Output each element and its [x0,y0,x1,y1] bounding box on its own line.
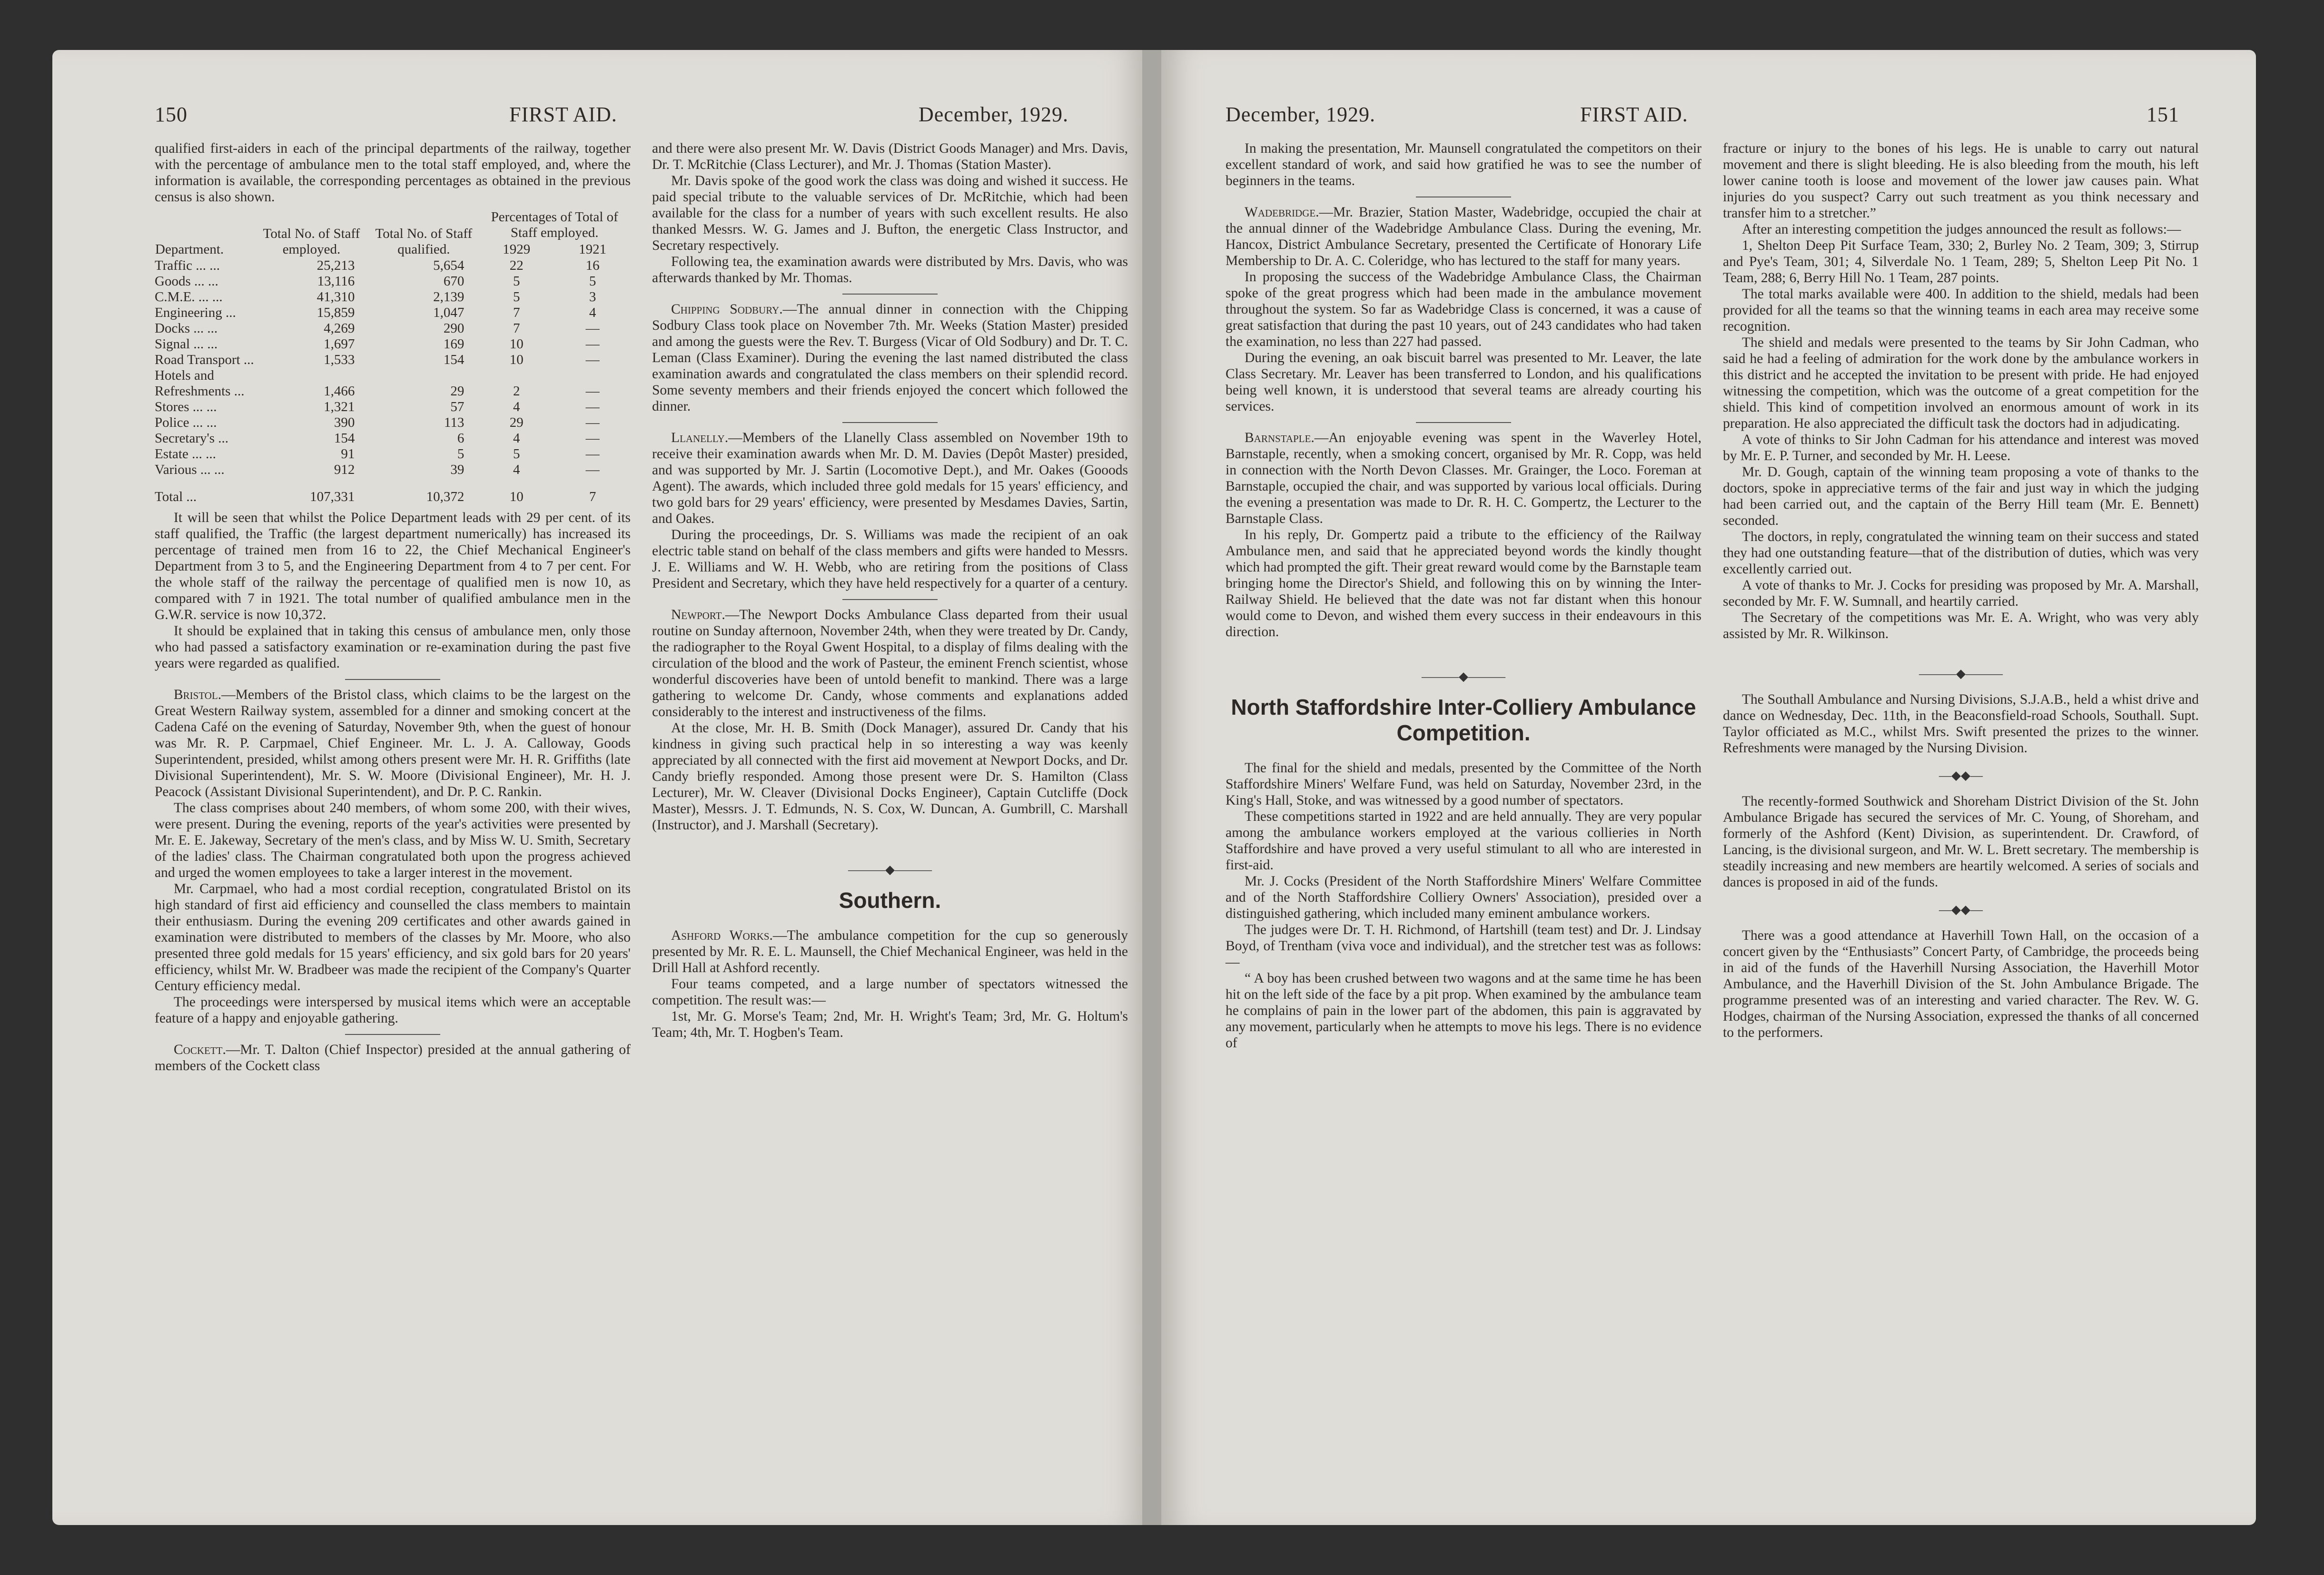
department-cell: Secretary's ... [155,431,228,446]
table-row [155,321,631,336]
cadman-paragraph: The shield and medals were presented to the teams by Sir John Cadman, who said he had a feeling of admiration for the work done by the ambulance workers in this district and he accepted the invitation to be present with pride. He had enjoyed witnessing the competition, which was the outcome of a great competition for the shield. This kind of competition involved an enormous amount of work in its preparation. He also appreciated the difficult task the doctors had in adjudicating. [1723,335,2199,431]
analysis-paragraph: It will be seen that whilst the Police Department leads with 29 per cent. of its staff qualified, the Traffic (the largest department numerically) has increased its percentage of trained men from 16 to 22, the Chief Mechanical Engineer's Department from 3 to 5, and the Engineering Department from 4 to 7 per cent. For the whole staff of the railway the percentage of qualified men is now 10, as compared with 7 in 1921. The total number of qualified ambulance men in the G.W.R. service is now 10,372. [155,510,631,622]
pct-1921-cell: — [585,321,600,336]
separator-rule [842,294,938,295]
ornament-small: —◆◆— [1939,903,1983,916]
pct-1929-cell: 5 [513,289,520,305]
pct-1929-cell: 10 [509,352,524,367]
wadebridge-paragraph-3: During the evening, an oak biscuit barrel was presented to Mr. Leaver, the late Class Secretary. Mr. Leaver has been transferred to London, and his qualifications being well known, it is understood that several teams are already courting his services. [1226,350,1701,414]
page-number: 151 [2146,103,2179,126]
staff-cell: 912 [334,462,355,477]
department-cell: Estate ... ... [155,446,216,462]
department-cell: C.M.E. ... ... [155,289,223,305]
table-row [155,336,631,352]
right-column-2 [1723,140,2199,1041]
right-page [1161,50,2256,1525]
pct-1929-cell: 4 [513,462,520,477]
col-header-department: Department. [155,242,224,257]
qualified-cell: 169 [443,336,465,352]
pct-1921-cell: 5 [589,274,596,289]
department-cell: Docks ... ... [155,321,218,336]
table-row [155,305,631,321]
bristol-label: Bristol. [174,687,222,702]
table-row [155,446,631,462]
wadebridge-label: Wadebridge. [1245,205,1319,220]
secretary-paragraph: The Secretary of the competitions was Mr. E. A. Wright, who was very ably assisted by Mr. R. Wilkinson. [1723,610,2199,641]
qualified-cell: 290 [443,321,465,336]
table-row [155,258,631,274]
census-note-paragraph: It should be explained that in taking this census of ambulance men, only those who had passed a satisfactory examination or re-examination during the past five years were regarded as qualified. [155,623,631,671]
bristol-paragraph-3: Mr. Carpmael, who had a most cordial reception, congratulated Bristol on its high standard of first aid efficiency and counselled the class members to maintain their enthusiasm. During the evening 209 certificates and other awards gained in examination were distributed to members of the classes by Mr. Moore, who also presented three gold medals for 15 years' efficiency, and six gold bars for 20 years' efficiency, whilst Mr. W. Bradbeer was made the recipient of the Company's Quarter Century efficiency medal. [155,881,631,994]
col-header-year-1921: 1921 [579,242,607,257]
running-date: December, 1929. [919,103,1069,126]
southall-paragraph: The Southall Ambulance and Nursing Divisions, S.J.A.B., held a whist drive and dance on Wednesday, Dec. 11th, in the Beaconsfield-road Schools, Southall. Supt. Taylor officiated as M.C., whilst Mrs. Swift presented the prizes to the winner. Refreshments were managed by the Nursing Division. [1723,692,2199,756]
table-row [155,289,631,305]
staff-cell: 154 [334,431,355,446]
wadebridge-paragraph [1226,204,1701,269]
gough-paragraph: Mr. D. Gough, captain of the winning team proposing a vote of thanks to the doctors, spoke in appreciative terms of the fair and just way in which the judging had been carried out, and the captain of the Berry Hill team (Mr. E. Bennett) seconded. [1723,464,2199,528]
marks-paragraph: The total marks available were 400. In addition to the shield, medals had been provided for all the teams so that the winning teams in each area may receive some recognition. [1723,286,2199,334]
pct-1921-cell: — [585,431,600,446]
table-row [155,368,631,384]
staff-cell: 1,533 [324,352,355,367]
newport-text: —The Newport Docks Ambulance Class departed from their usual routine on Sunday afternoon, November 24th, when they were treated by Dr. Candy, the radiographer to the Royal Gwent Hospital, to a display of films dealing with the circulation of the blood and the work of Pasteur, the eminent French scientist, whose wonderful discoveries have been of untold benefit to mankind. There was a large gathering to welcome Dr. Candy, whose comments and explanations added considerably to the interest and instructiveness of the films. [652,607,1128,719]
table-row [155,352,631,368]
cockett-text: —Mr. T. Dalton (Chief Inspector) presided at the annual gathering of members of the Cockett class [155,1042,631,1073]
staff-cell: 107,331 [310,489,355,504]
separator-rule [345,1034,440,1035]
department-cell: Hotels and [155,368,214,383]
left-column-2 [652,140,1128,1041]
pct-1921-cell: — [585,415,600,430]
qualified-cell: 2,139 [433,289,465,305]
ornament-divider: ———◆——— [1919,667,2003,680]
qualified-cell: 154 [443,352,465,367]
cockett-label: Cockett. [174,1042,226,1057]
north-staffordshire-heading: North Staffordshire Inter-Colliery Ambulance Competition. [1231,695,1696,745]
llanelly-paragraph [652,430,1128,527]
table-row [155,384,631,399]
llanelly-paragraph-2: During the proceedings, Dr. S. Williams was made the recipient of an oak electric table stand on behalf of the class members and gifts were handed to Messrs. J. E. Williams and W. H. Webb, who are retiring from the positions of Class President and Secretary, which they have held respectively for a quarter of a century. [652,527,1128,591]
staff-cell: 91 [341,446,355,462]
ashford-paragraph-2: Four teams competed, and a large number of spectators witnessed the competition. The result was:— [652,976,1128,1008]
staff-cell [254,368,369,384]
pct-1929-cell: 7 [513,321,520,336]
bristol-paragraph [155,687,631,800]
barnstaple-paragraph [1226,430,1701,527]
running-title: FIRST AID. [1580,103,1688,126]
department-cell: Stores ... ... [155,399,217,414]
pct-1929-cell: 10 [509,489,524,504]
qualified-cell [369,368,478,384]
ashford-label: Ashford Works. [671,928,773,943]
separator-rule [842,422,938,423]
ornament-small: —◆◆— [1939,768,1983,782]
ornament-divider: ———◆——— [848,863,932,876]
pct-1929-cell: 4 [513,431,520,446]
pct-1929-cell [478,368,554,384]
haverhill-paragraph: There was a good attendance at Haverhill Town Hall, on the occasion of a concert given by the “Enthusiasts” Concert Party, of Cambridge, the proceeds being in aid of the funds of the Haverhill Nursing Association, the Haverhill Motor Ambulance, and the Haverhill Division of the St. John Ambulance Brigade. The programme presented was of an interesting and varied character. The Rev. W. G. Hodges, chairman of the Nursing Association, expressed the thanks of all concerned to the performers. [1723,928,2199,1040]
bristol-text: —Members of the Bristol class, which claims to be the largest on the Great Western Railway system, assembled for a dinner and smoking concert at the Cadena Café on the evening of Saturday, November 9th, when the guest of honour was Mr. R. P. Carpmael, Chief Engineer. Mr. L. J. A. Calloway, Goods Superintendent, presided, whilst among others present were Mr. H. R. Griffiths (late Divisional Superintendent), Mr. S. W. Moore (Divisional Engineer), Mr. H. J. Peacock (Assistant Divisional Superintendent), and Dr. P. C. Rankin. [155,687,631,799]
table-row [155,462,631,478]
barnstaple-paragraph-2: In his reply, Dr. Gompertz paid a tribute to the efficiency of the Railway Ambulance men, and said that he appreciated beyond words the kindly thought which had prompted the gift. Their great reward would come by the Barnstaple team bringing home the Director's Shield, and following this on by winning the Inter-Railway Shield. He believed that the date was not far distant when this honour would come to Devon, and wished them every success in their endeavours in this direction. [1226,527,1701,640]
llanelly-label: Llanelly. [671,430,729,445]
col-header-total-staff: Total No. of Staff employed. [263,226,360,257]
separator-rule [345,679,440,680]
barnstaple-text: —An enjoyable evening was spent in the Waverley Hotel, Barnstaple, recently, when a smoking concert, organised by Mr. R. Copp, was held in connection with the North Devon Classes. Mr. Grainger, the Loco. Foreman at Barnstaple, occupied the chair, and was supported by various local officials. During the evening a presentation was made to Dr. R. H. C. Gompertz, the Lecturer to the Barnstaple Class. [1226,430,1701,526]
pct-1929-cell: 29 [509,415,524,430]
vote-thanks-paragraph: A vote of thinks to Sir John Cadman for his attendance and interest was moved by Mr. E. P. Turner, and seconded by Mr. H. Leese. [1723,432,2199,463]
results-list: 1, Shelton Deep Pit Surface Team, 330; 2, Burley No. 2 Team, 309; 3, Stirrup and Pye's Team, 301; 4, Silverdale No. 1 Team, 289; 5, Shelton Leep Pit No. 1 Team, 288; 6, Berry Hill No. 1 Team, 287 points. [1723,238,2199,285]
qualified-cell: 29 [450,384,465,399]
department-cell: Various ... ... [155,462,225,477]
staff-cell: 25,213 [316,258,355,273]
col-header-percentages: Percentages of Total of Staff employed. [491,209,618,240]
qualified-cell: 1,047 [433,305,465,320]
census-table [155,209,631,505]
table-row [155,274,631,289]
running-title: FIRST AID. [509,103,617,126]
col-header-total-qualified: Total No. of Staff qualified. [375,226,473,257]
col-header-year-1929: 1929 [503,242,531,257]
staff-cell: 1,697 [324,336,355,352]
test-quote-continued: fracture or injury to the bones of his legs. He is unable to carry out natural movement and there is slight bleeding. He is also bleeding from the mouth, his left lower canine tooth is loose and movement of the lower jaw causes pain. What injuries do you suspect? Carry out such treatment as you think necessary and transfer him to a stretcher.” [1723,141,2199,221]
department-cell: Refreshments ... [155,384,245,399]
pct-1921-cell: — [585,352,600,367]
bristol-paragraph-4: The proceedings were interspersed by musical items which were an acceptable feature of a happy and enjoyable gathering. [155,994,631,1026]
staff-cell: 15,859 [316,305,355,320]
wadebridge-paragraph-2: In proposing the success of the Wadebridge Ambulance Class, the Chairman spoke of the great progress which had been made in the ambulance movement throughout the system. So far as Wadebridge Class is concerned, it was a cause of great satisfaction that during the past 10 years, out of 243 candidates who had taken the examination, no less than 227 had passed. [1226,269,1701,349]
north-staffs-paragraph-3: Mr. J. Cocks (President of the North Staffordshire Miners' Welfare Committee and of the North Staffordshire Colliery Owners' Association), presided over a distinguished gathering, which included many eminent ambulance workers. [1226,874,1701,921]
staff-cell: 1,321 [324,399,355,414]
pct-1929-cell: 2 [513,384,520,399]
newport-paragraph-2: At the close, Mr. H. B. Smith (Dock Manager), assured Dr. Candy that his kindness in giving such practical help in so interesting a way was keenly appreciated by all connected with the first aid movement at Newport Docks, and Dr. Candy briefly responded. Among those present were Dr. S. Hamilton (Class Lecturer), Mr. W. Cleaver (Divisional Docks Engineer), Captain Cutcliffe (Dock Master), Messrs. J. T. Edmunds, N. S. Cox, W. Duncan, A. Gumbrill, C. Marshall (Instructor), and J. Marshall (Secretary). [652,720,1128,833]
north-staffs-test-quote: “ A boy has been crushed between two wagons and at the same time he has been hit on the left side of the face by a pit prop. When examined by the ambulance team he complains of pain in the lower part of the abdomen, this pain is aggravated by any movement, particularly when he attempts to move his legs. There is no evidence of [1226,971,1701,1051]
pct-1921-cell: — [585,384,600,399]
chipping-sodbury-text: —The annual dinner in connection with the Chipping Sodbury Class took place on November 7th. Mr. Weeks (Station Master) presided and among the guests were the Rev. T. Burgess (Vicar of Old Sodbury) and Dr. T. C. Leman (Class Examiner). During the evening the last named distributed the class examination awards and congratulated the class members on their splendid record. Some seventy members and their friends enjoyed the concert which followed the dinner. [652,302,1128,414]
pct-1921-cell [554,368,631,384]
qualified-cell: 5 [457,446,465,462]
davis-paragraph: Mr. Davis spoke of the good work the class was doing and wished it success. He paid special tribute to the valuable services of Dr. McRitchie, which had been available for the class for a number of years with such excellent results. He also thanked Messrs. W. G. James and J. Bufton, the energetic Class Instructor, and Secretary respectively. [652,173,1128,253]
pct-1929-cell: 7 [513,305,520,320]
separator-rule [1416,422,1511,423]
chipping-sodbury-label: Chipping Sodbury. [671,302,783,317]
qualified-cell: 6 [457,431,465,446]
cockett-paragraph [155,1042,631,1074]
department-cell: Engineering ... [155,305,236,320]
pct-1921-cell: — [585,336,600,352]
ornament-divider: ———◆——— [1422,669,1505,683]
chipping-sodbury-paragraph [652,301,1128,414]
table-row [155,431,631,446]
qualified-cell: 39 [450,462,465,477]
left-page [52,50,1147,1525]
staff-cell: 390 [334,415,355,430]
table-row [155,415,631,431]
census-table-body [155,258,631,505]
llanelly-text: —Members of the Llanelly Class assembled on November 19th to receive their examination awards when Mr. D. M. Davies (Depôt Master) presided, and was supported by Mr. J. Sartin (Locomotive Dept.), and Mr. Oakes (Gooods Agent). The awards, which included three gold medals for 15 years' efficiency, and two gold bars for 29 years' efficiency, were presented by Mesdames Davies, Sartin, and Oakes. [652,430,1128,526]
table-row [155,399,631,415]
pct-1921-cell: — [585,399,600,414]
awards-paragraph: Following tea, the examination awards were distributed by Mrs. Davis, who was afterwards thanked by Mr. Thomas. [652,254,1128,285]
pct-1929-cell: 22 [509,258,524,273]
pct-1929-cell: 5 [513,446,520,462]
results-intro: After an interesting competition the judges announced the result as follows:— [1742,222,2181,237]
ashford-results: 1st, Mr. G. Morse's Team; 2nd, Mr. H. Wright's Team; 3rd, Mr. G. Holtum's Team; 4th, Mr. T. Hogben's Team. [652,1009,1128,1040]
qualified-cell: 670 [443,274,465,289]
qualified-cell: 57 [450,399,465,414]
barnstaple-label: Barnstaple. [1245,430,1315,445]
pct-1921-cell: 3 [589,289,596,305]
right-column-1 [1226,140,1701,1051]
staff-cell: 4,269 [324,321,355,336]
north-staffs-paragraph-2: These competitions started in 1922 and are held annually. They are very popular among the ambulance workers employed at the various collieries in North Staffordshire and have proved a very useful stimulant to all who are interested in first-aid. [1226,809,1701,873]
page-number: 150 [155,103,188,126]
left-column-1 [155,140,631,1074]
pct-1921-cell: 7 [589,489,596,504]
magazine-spread [52,50,2270,1530]
department-cell: Goods ... ... [155,274,218,289]
pct-1921-cell: 16 [585,258,600,273]
pct-1929-cell: 4 [513,399,520,414]
wadebridge-text: —Mr. Brazier, Station Master, Wadebridge, occupied the chair at the annual dinner of the Wadebridge Ambulance Class. During the evening, Mr. Hancox, District Ambulance Secretary, presented the Certificate of Honorary Life Membership to Dr. A. C. Coleridge, who has lectured to the staff for many years. [1226,205,1701,268]
staff-cell: 1,466 [324,384,355,399]
running-date: December, 1929. [1226,103,1376,126]
north-staffs-paragraph-4: The judges were Dr. T. H. Richmond, of Hartshill (team test) and Dr. J. Lindsay Boyd, of Trentham (viva voce and individual), and the stretcher test was as follows:— [1226,922,1701,970]
staff-cell: 41,310 [316,289,355,305]
pct-1921-cell: — [585,446,600,462]
department-cell: Road Transport ... [155,352,254,367]
ashford-text: —The ambulance competition for the cup so generously presented by Mr. R. E. L. Maunsell, the Chief Mechanical Engineer, was held in the Drill Hall at Ashford recently. [652,928,1128,975]
southern-heading: Southern. [839,888,941,913]
cocks-vote-paragraph: A vote of thanks to Mr. J. Cocks for presiding was proposed by Mr. A. Marshall, seconded by Mr. F. W. Sumnall, and heartily carried. [1723,578,2199,609]
pct-1921-cell: 4 [589,305,596,320]
department-cell: Signal ... ... [155,336,218,352]
department-cell: Total ... [155,489,197,504]
newport-label: Newport. [671,607,725,622]
ashford-paragraph [652,927,1128,976]
pct-1921-cell: — [585,462,600,477]
intro-paragraph: qualified first-aiders in each of the principal departments of the railway, together with the percentage of ambulance men to the total staff employed, and, where the information is available, the corresponding percentages as obtained in the previous census is also shown. [155,141,631,205]
bristol-paragraph-2: The class comprises about 240 members, of whom some 200, with their wives, were present. During the evening, reports of the year's activities were presented by Mr. E. E. Jakeway, Secretary of the men's class, and by Miss W. U. Smith, Secretary of the ladies' class. The Chairman congratulated both upon the progress achieved and urged the women employees to take a larger interest in the movement. [155,800,631,880]
pct-1929-cell: 5 [513,274,520,289]
table-total-row [155,478,631,505]
pct-1929-cell: 10 [509,336,524,352]
department-cell: Police ... ... [155,415,217,430]
qualified-cell: 5,654 [433,258,465,273]
north-staffs-paragraph-1: The final for the shield and medals, presented by the Committee of the North Staffordshire Miners' Welfare Fund, was held on Saturday, November 23rd, in the King's Hall, Stoke, and was witnessed by a good number of spectators. [1226,760,1701,808]
doctors-reply-paragraph: The doctors, in reply, congratulated the winning team on their success and stated they had one outstanding feature—that of the distribution of duties, which was very excellently carried out. [1723,529,2199,577]
separator-rule [842,599,938,600]
qualified-cell: 113 [444,415,465,430]
maunsell-paragraph: In making the presentation, Mr. Maunsell congratulated the competitors on their excellent standard of work, and said how gratified he was to see the number of beginners in the teams. [1226,141,1701,188]
qualified-cell: 10,372 [426,489,465,504]
cockett-continued: and there were also present Mr. W. Davis (District Goods Manager) and Mrs. Davis, Dr. T. McRitchie (Class Lecturer), and Mr. J. Thomas (Station Master). [652,141,1128,172]
staff-cell: 13,116 [317,274,355,289]
department-cell: Traffic ... ... [155,258,220,273]
southwick-paragraph: The recently-formed Southwick and Shoreham District Division of the St. John Ambulance Brigade has secured the services of Mr. C. Young, of Shoreham, and formerly of the Ashford (Kent) Division, as superintendent. Dr. Crawford, of Lancing, is the divisional surgeon, and Mr. W. L. Brett secretary. The membership is steadily increasing and new members are heartily welcomed. A series of socials and dances is proposed in aid of the funds. [1723,794,2199,890]
newport-paragraph [652,607,1128,720]
